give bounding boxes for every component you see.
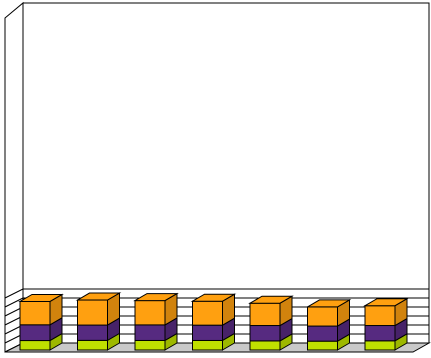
bar-segment (135, 301, 165, 325)
bar-segment (135, 325, 165, 341)
bar-stack (135, 294, 177, 350)
bar-stack (250, 296, 292, 350)
bar-segment (135, 340, 165, 350)
back-wall (23, 3, 429, 343)
bar-segment (193, 340, 223, 350)
bar-segment (193, 325, 223, 340)
bar-stack (20, 294, 62, 350)
bar-segment (20, 301, 50, 324)
bar-segment (193, 301, 223, 325)
bar-stack (308, 300, 350, 350)
bar-segment (365, 341, 395, 350)
bar-segment (20, 341, 50, 350)
bar-stack (193, 294, 235, 350)
bar-segment (308, 341, 338, 350)
bar-segment (250, 341, 280, 350)
bar-segment (250, 303, 280, 325)
bar-segment (78, 340, 108, 350)
bars (20, 293, 407, 350)
bar-segment (365, 306, 395, 326)
bar-stack (365, 299, 407, 350)
bar-segment (78, 325, 108, 340)
bar-segment (250, 326, 280, 341)
bar-stack (78, 293, 120, 350)
bar-segment (20, 325, 50, 341)
bar-segment (365, 326, 395, 341)
bar-segment (78, 300, 108, 325)
bar-segment (308, 326, 338, 341)
bar-segment (308, 307, 338, 326)
